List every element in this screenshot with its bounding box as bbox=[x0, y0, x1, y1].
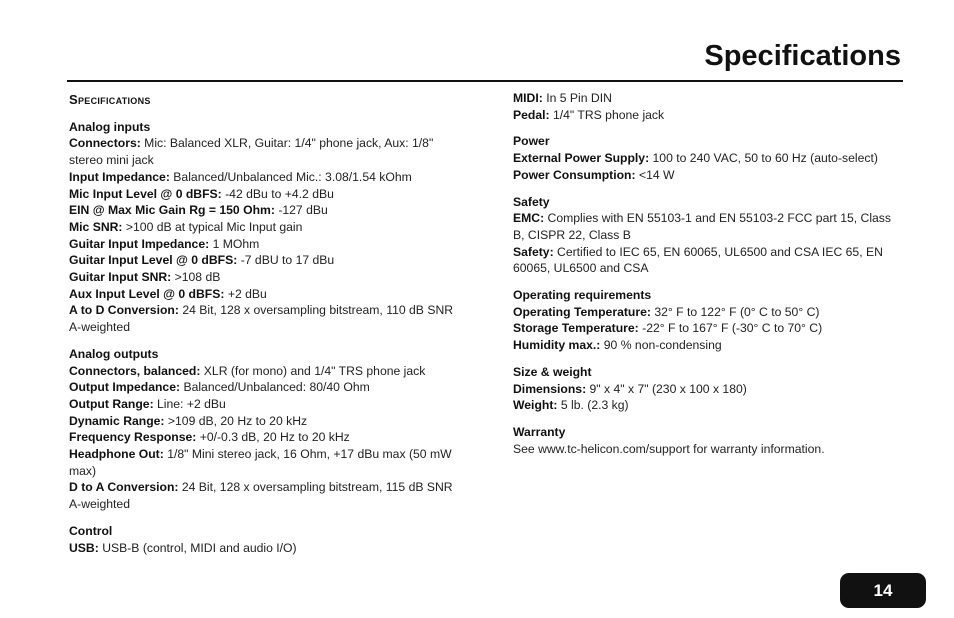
right-column bbox=[513, 90, 903, 467]
spec-label: Pedal: bbox=[513, 107, 550, 122]
spec-row bbox=[69, 302, 459, 335]
spec-label: Headphone Out: bbox=[69, 447, 164, 462]
spec-label: EIN @ Max Mic Gain Rg = 150 Ohm: bbox=[69, 203, 275, 218]
spec-value: In 5 Pin DIN bbox=[546, 91, 612, 105]
spec-label: Weight: bbox=[513, 398, 558, 413]
group-title: Operating requirements bbox=[513, 288, 652, 303]
spec-row bbox=[69, 379, 459, 396]
spec-row bbox=[513, 381, 903, 398]
spec-value: -42 dBu to +4.2 dBu bbox=[225, 186, 334, 201]
spec-row bbox=[69, 446, 459, 479]
spec-value: <14 W bbox=[638, 167, 675, 182]
spec-value: >100 dB at typical Mic Input gain bbox=[125, 219, 303, 234]
spec-label: Humidity max.: bbox=[513, 338, 601, 353]
spec-value: 1/4" TRS phone jack bbox=[552, 107, 665, 122]
spec-row bbox=[69, 202, 459, 219]
spec-label: Mic SNR: bbox=[69, 219, 123, 234]
spec-label: Dynamic Range: bbox=[69, 413, 165, 428]
spec-value: 24 Bit, 128 x oversampling bitstream, 115 dB SNR A-weighted bbox=[69, 480, 453, 512]
spec-label: Operating Temperature: bbox=[513, 304, 651, 319]
spec-label: Storage Temperature: bbox=[513, 321, 639, 336]
spec-row bbox=[69, 540, 459, 557]
spec-value: +0/-0.3 dB, 20 Hz to 20 kHz bbox=[199, 430, 350, 445]
spec-value: 9" x 4" x 7" (230 x 100 x 180) bbox=[589, 381, 747, 396]
group-title: Size & weight bbox=[513, 364, 592, 379]
spec-label: D to A Conversion: bbox=[69, 480, 179, 495]
group-title: Power bbox=[513, 134, 550, 149]
spec-label: Frequency Response: bbox=[69, 430, 197, 445]
spec-value: Mic: Balanced XLR, Guitar: 1/4" phone jack, Aux: 1/8" stereo mini jack bbox=[69, 136, 434, 168]
spec-row bbox=[513, 320, 903, 337]
spec-row bbox=[513, 210, 903, 243]
spec-row bbox=[513, 304, 903, 321]
spec-value: Complies with EN 55103-1 and EN 55103-2 FCC part 15, Class B, CISPR 22, Class B bbox=[513, 211, 891, 242]
spec-label: External Power Supply: bbox=[513, 151, 650, 166]
spec-row bbox=[69, 135, 459, 168]
spec-group-operating-requirements bbox=[513, 287, 903, 354]
spec-value: USB-B (control, MIDI and audio I/O) bbox=[102, 540, 297, 555]
spec-row bbox=[69, 169, 459, 186]
spec-label: Guitar Input SNR: bbox=[69, 270, 172, 285]
spec-label: Output Impedance: bbox=[69, 380, 181, 395]
spec-value: Balanced/Unbalanced Mic.: 3.08/1.54 kOhm bbox=[173, 169, 412, 184]
spec-label: Guitar Input Level @ 0 dBFS: bbox=[69, 253, 238, 268]
spec-label: Dimensions: bbox=[513, 381, 587, 396]
spec-row bbox=[69, 479, 459, 512]
spec-label: Connectors: bbox=[69, 136, 141, 151]
spec-value: Line: +2 dBu bbox=[157, 396, 226, 411]
group-title: Control bbox=[69, 523, 113, 538]
spec-value: 1/8" Mini stereo jack, 16 Ohm, +17 dBu max (50 mW max) bbox=[69, 447, 452, 478]
spec-group-misc bbox=[513, 90, 903, 123]
spec-value: Certified to IEC 65, EN 60065, UL6500 and CSA IEC 65, EN 60065, UL6500 and CSA bbox=[513, 244, 883, 276]
spec-label: Connectors, balanced: bbox=[69, 363, 201, 378]
spec-label: USB: bbox=[69, 540, 99, 555]
spec-label: MIDI: bbox=[513, 91, 543, 105]
spec-row bbox=[69, 269, 459, 286]
spec-row bbox=[513, 441, 903, 458]
spec-label: Guitar Input Impedance: bbox=[69, 236, 210, 251]
spec-value: Balanced/Unbalanced: 80/40 Ohm bbox=[183, 380, 370, 395]
spec-label: Power Consumption: bbox=[513, 167, 636, 182]
spec-group-safety bbox=[513, 194, 903, 278]
spec-value: 100 to 240 VAC, 50 to 60 Hz (auto-select) bbox=[652, 151, 878, 166]
spec-row bbox=[69, 396, 459, 413]
header-rule bbox=[67, 80, 903, 82]
spec-value: 24 Bit, 128 x oversampling bitstream, 110 dB SNR A-weighted bbox=[69, 303, 454, 335]
spec-value: See www.tc-helicon.com/support for warranty information. bbox=[513, 441, 825, 456]
spec-group-warranty bbox=[513, 424, 903, 457]
spec-value: -127 dBu bbox=[278, 203, 328, 218]
spec-row bbox=[513, 150, 903, 167]
section-heading: Specifications bbox=[69, 92, 151, 107]
spec-value: XLR (for mono) and 1/4" TRS phone jack bbox=[203, 363, 426, 378]
spec-row bbox=[69, 286, 459, 303]
spec-value: 1 MOhm bbox=[212, 236, 260, 251]
spec-group-size-weight bbox=[513, 364, 903, 414]
spec-value: 90 % non-condensing bbox=[603, 338, 722, 353]
group-title: Analog inputs bbox=[69, 119, 151, 134]
spec-value: -7 dBU to 17 dBu bbox=[240, 253, 335, 268]
spec-value: 32° F to 122° F (0° C to 50° C) bbox=[654, 304, 820, 319]
group-title: Analog outputs bbox=[69, 346, 159, 361]
spec-row bbox=[69, 219, 459, 236]
spec-group-control bbox=[69, 523, 459, 556]
spec-row bbox=[69, 236, 459, 253]
spec-label: Aux Input Level @ 0 dBFS: bbox=[69, 286, 225, 301]
spec-row bbox=[513, 397, 903, 414]
spec-label: EMC: bbox=[513, 211, 545, 226]
left-column bbox=[69, 92, 459, 566]
spec-row bbox=[69, 413, 459, 430]
spec-row bbox=[69, 363, 459, 380]
spec-value: >109 dB, 20 Hz to 20 kHz bbox=[167, 413, 308, 428]
spec-row bbox=[513, 107, 903, 124]
spec-label: Output Range: bbox=[69, 396, 154, 411]
spec-value: -22° F to 167° F (-30° C to 70° C) bbox=[642, 321, 823, 336]
spec-row bbox=[513, 167, 903, 184]
spec-value: >108 dB bbox=[174, 270, 221, 285]
spec-label: Mic Input Level @ 0 dBFS: bbox=[69, 186, 222, 201]
spec-label: Input Impedance: bbox=[69, 169, 170, 184]
group-title: Safety bbox=[513, 194, 550, 209]
page-title: Specifications bbox=[704, 40, 901, 72]
spec-row bbox=[513, 337, 903, 354]
spec-value: 5 lb. (2.3 kg) bbox=[560, 398, 629, 413]
group-title: Warranty bbox=[513, 424, 566, 439]
spec-row bbox=[69, 252, 459, 269]
spec-group-analog-inputs bbox=[69, 119, 459, 336]
page-number-badge: 14 bbox=[840, 573, 926, 608]
spec-label: Safety: bbox=[513, 244, 554, 259]
spec-row bbox=[513, 244, 903, 277]
spec-group-analog-outputs bbox=[69, 346, 459, 513]
spec-group-power bbox=[513, 133, 903, 183]
spec-row bbox=[69, 429, 459, 446]
spec-row bbox=[69, 186, 459, 203]
spec-value: +2 dBu bbox=[227, 286, 267, 301]
spec-label: A to D Conversion: bbox=[69, 303, 179, 318]
spec-row bbox=[513, 90, 903, 107]
